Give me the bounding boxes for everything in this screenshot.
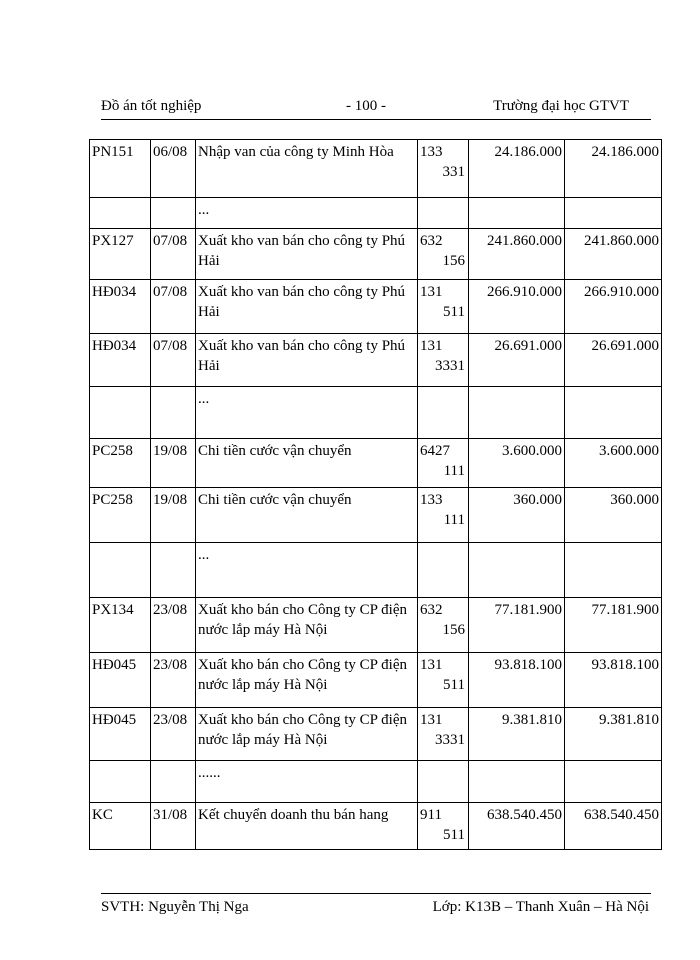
account-cell xyxy=(418,708,469,761)
page-header xyxy=(101,98,651,120)
page-number: - 100 - xyxy=(346,98,386,114)
debit-amount-cell: 638.540.450 xyxy=(469,803,565,850)
debit-amount-cell: 241.860.000 xyxy=(469,229,565,280)
doc-number-cell: KC xyxy=(90,803,151,850)
debit-account: 911 xyxy=(420,807,442,823)
account-cell xyxy=(418,229,469,280)
credit-amount-cell xyxy=(565,543,662,598)
table-row xyxy=(90,708,662,761)
doc-number-cell: HĐ045 xyxy=(90,653,151,708)
table-row xyxy=(90,140,662,198)
table-row xyxy=(90,653,662,708)
description-cell: ... xyxy=(196,543,418,598)
doc-number-cell xyxy=(90,387,151,439)
account-cell xyxy=(418,439,469,488)
account-cell xyxy=(418,803,469,850)
credit-amount-cell xyxy=(565,761,662,803)
account-cell xyxy=(418,761,469,803)
credit-amount-cell: 93.818.100 xyxy=(565,653,662,708)
ledger-table xyxy=(89,139,662,850)
debit-account: 133 xyxy=(420,144,443,160)
description-cell: Xuất kho van bán cho công ty Phú Hải xyxy=(196,280,418,334)
credit-account: 3331 xyxy=(435,358,465,374)
credit-amount-cell: 77.181.900 xyxy=(565,598,662,653)
credit-account: 156 xyxy=(442,622,465,638)
description-cell: Nhập van của công ty Minh Hòa xyxy=(196,140,418,198)
doc-number-cell: PC258 xyxy=(90,439,151,488)
date-cell: 07/08 xyxy=(151,229,196,280)
credit-account: 511 xyxy=(443,827,465,843)
date-cell xyxy=(151,387,196,439)
debit-amount-cell: 9.381.810 xyxy=(469,708,565,761)
date-cell xyxy=(151,543,196,598)
debit-account: 131 xyxy=(420,284,443,300)
footer-left: SVTH: Nguyễn Thị Nga xyxy=(101,899,249,915)
debit-account: 131 xyxy=(420,338,443,354)
debit-account: 6427 xyxy=(420,443,450,459)
description-cell: Chi tiền cước vận chuyển xyxy=(196,488,418,543)
table-row xyxy=(90,439,662,488)
credit-amount-cell: 9.381.810 xyxy=(565,708,662,761)
doc-number-cell xyxy=(90,543,151,598)
description-cell: Chi tiền cước vận chuyển xyxy=(196,439,418,488)
footer-right: Lớp: K13B – Thanh Xuân – Hà Nội xyxy=(432,899,649,915)
credit-account: 511 xyxy=(443,677,465,693)
doc-number-cell: PN151 xyxy=(90,140,151,198)
debit-amount-cell: 93.818.100 xyxy=(469,653,565,708)
description-cell: Kết chuyển doanh thu bán hang xyxy=(196,803,418,850)
date-cell: 06/08 xyxy=(151,140,196,198)
credit-amount-cell: 241.860.000 xyxy=(565,229,662,280)
credit-amount-cell: 266.910.000 xyxy=(565,280,662,334)
footer-rule xyxy=(101,893,651,894)
credit-account: 111 xyxy=(443,463,465,479)
description-cell: Xuất kho van bán cho công ty Phú Hải xyxy=(196,334,418,387)
credit-account: 511 xyxy=(443,304,465,320)
credit-account: 331 xyxy=(442,164,465,180)
doc-number-cell: PX134 xyxy=(90,598,151,653)
table-row xyxy=(90,334,662,387)
date-cell: 23/08 xyxy=(151,598,196,653)
doc-number-cell: HĐ034 xyxy=(90,334,151,387)
page-footer xyxy=(101,899,649,921)
debit-amount-cell: 360.000 xyxy=(469,488,565,543)
table-row xyxy=(90,488,662,543)
date-cell: 31/08 xyxy=(151,803,196,850)
debit-amount-cell: 77.181.900 xyxy=(469,598,565,653)
account-cell xyxy=(418,140,469,198)
account-cell xyxy=(418,598,469,653)
header-left: Đồ án tốt nghiệp xyxy=(101,98,202,114)
doc-number-cell xyxy=(90,761,151,803)
table-row xyxy=(90,598,662,653)
description-cell: Xuất kho bán cho Công ty CP điện nước lắp máy Hà Nội xyxy=(196,708,418,761)
debit-amount-cell: 3.600.000 xyxy=(469,439,565,488)
credit-account: 111 xyxy=(443,512,465,528)
ledger-body xyxy=(90,140,662,850)
account-cell xyxy=(418,653,469,708)
debit-account: 632 xyxy=(420,602,443,618)
debit-amount-cell: 266.910.000 xyxy=(469,280,565,334)
description-cell: Xuất kho van bán cho công ty Phú Hải xyxy=(196,229,418,280)
header-rule xyxy=(101,119,651,120)
credit-account: 3331 xyxy=(435,732,465,748)
header-right: Trường đại học GTVT xyxy=(493,98,629,114)
table-row xyxy=(90,280,662,334)
doc-number-cell: HĐ045 xyxy=(90,708,151,761)
debit-amount-cell xyxy=(469,387,565,439)
description-cell: ... xyxy=(196,198,418,229)
account-cell xyxy=(418,334,469,387)
table-row xyxy=(90,543,662,598)
date-cell: 19/08 xyxy=(151,488,196,543)
date-cell xyxy=(151,761,196,803)
debit-amount-cell: 24.186.000 xyxy=(469,140,565,198)
debit-amount-cell: 26.691.000 xyxy=(469,334,565,387)
debit-account: 131 xyxy=(420,657,443,673)
description-cell: ...... xyxy=(196,761,418,803)
credit-amount-cell: 24.186.000 xyxy=(565,140,662,198)
date-cell xyxy=(151,198,196,229)
credit-amount-cell xyxy=(565,198,662,229)
debit-account: 632 xyxy=(420,233,443,249)
table-row xyxy=(90,761,662,803)
debit-amount-cell xyxy=(469,198,565,229)
date-cell: 19/08 xyxy=(151,439,196,488)
debit-amount-cell xyxy=(469,543,565,598)
table-row xyxy=(90,198,662,229)
date-cell: 07/08 xyxy=(151,280,196,334)
description-cell: ... xyxy=(196,387,418,439)
debit-account: 131 xyxy=(420,712,443,728)
table-row xyxy=(90,229,662,280)
table-row xyxy=(90,803,662,850)
credit-amount-cell: 638.540.450 xyxy=(565,803,662,850)
account-cell xyxy=(418,488,469,543)
account-cell xyxy=(418,543,469,598)
account-cell xyxy=(418,198,469,229)
credit-amount-cell xyxy=(565,387,662,439)
debit-account: 133 xyxy=(420,492,443,508)
debit-amount-cell xyxy=(469,761,565,803)
credit-account: 156 xyxy=(442,253,465,269)
table-row xyxy=(90,387,662,439)
credit-amount-cell: 26.691.000 xyxy=(565,334,662,387)
doc-number-cell xyxy=(90,198,151,229)
date-cell: 23/08 xyxy=(151,653,196,708)
doc-number-cell: PC258 xyxy=(90,488,151,543)
date-cell: 07/08 xyxy=(151,334,196,387)
description-cell: Xuất kho bán cho Công ty CP điện nước lắp máy Hà Nội xyxy=(196,598,418,653)
description-cell: Xuất kho bán cho Công ty CP điện nước lắp máy Hà Nội xyxy=(196,653,418,708)
credit-amount-cell: 3.600.000 xyxy=(565,439,662,488)
credit-amount-cell: 360.000 xyxy=(565,488,662,543)
doc-number-cell: HĐ034 xyxy=(90,280,151,334)
account-cell xyxy=(418,387,469,439)
account-cell xyxy=(418,280,469,334)
date-cell: 23/08 xyxy=(151,708,196,761)
doc-number-cell: PX127 xyxy=(90,229,151,280)
